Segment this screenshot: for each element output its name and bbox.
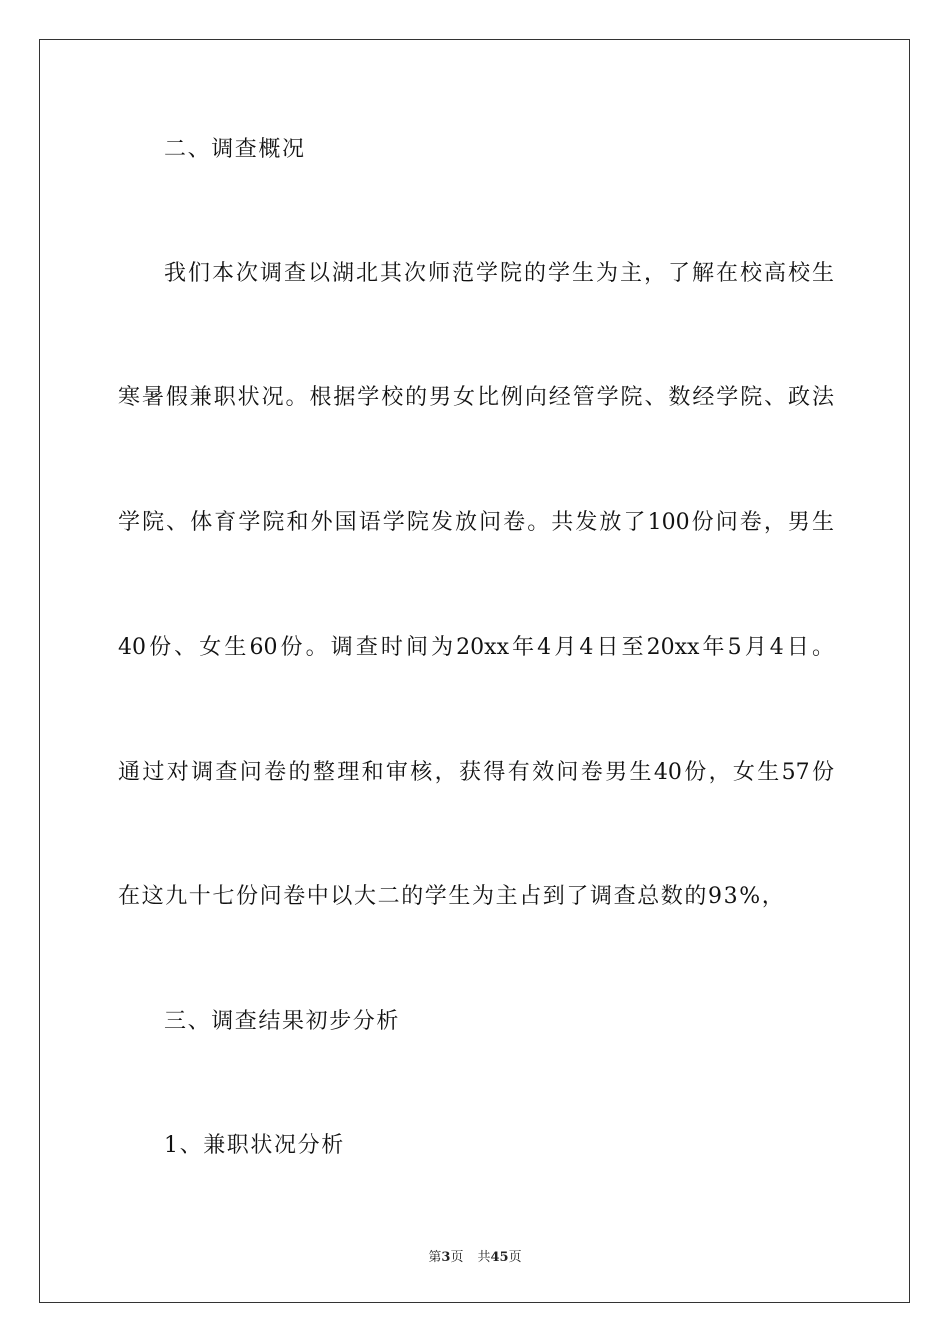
page-total: 45 [490,1250,509,1265]
page-border [39,39,910,1303]
paragraph-line-3: 学院、体育学院和外国语学院发放问卷。共发放了100份问卷，男生 [118,510,834,535]
page-footer [0,1249,950,1267]
paragraph-line-4: 40份、女生60份。调查时间为20xx年4月4日至20xx年5月4日。 [118,635,834,660]
section-heading-survey-results: 三、调查结果初步分析 [164,1009,401,1034]
page-current: 3 [441,1250,451,1265]
subsection-heading-parttime-analysis: 1、兼职状况分析 [164,1133,345,1158]
paragraph-line-5: 通过对调查问卷的整理和审核，获得有效问卷男生40份，女生57份 [118,760,834,785]
section-heading-survey-overview: 二、调查概况 [164,137,306,162]
page-suffix: 页 [450,1250,464,1265]
paragraph-line-1: 我们本次调查以湖北其次师范学院的学生为主，了解在校高校生 [164,261,834,286]
total-suffix: 页 [508,1250,522,1265]
paragraph-line-2: 寒暑假兼职状况。根据学校的男女比例向经管学院、数经学院、政法 [118,385,834,410]
page-prefix: 第 [428,1250,442,1265]
paragraph-line-6: 在这九十七份问卷中以大二的学生为主占到了调查总数的93%， [118,884,786,909]
total-prefix: 共 [477,1250,491,1265]
